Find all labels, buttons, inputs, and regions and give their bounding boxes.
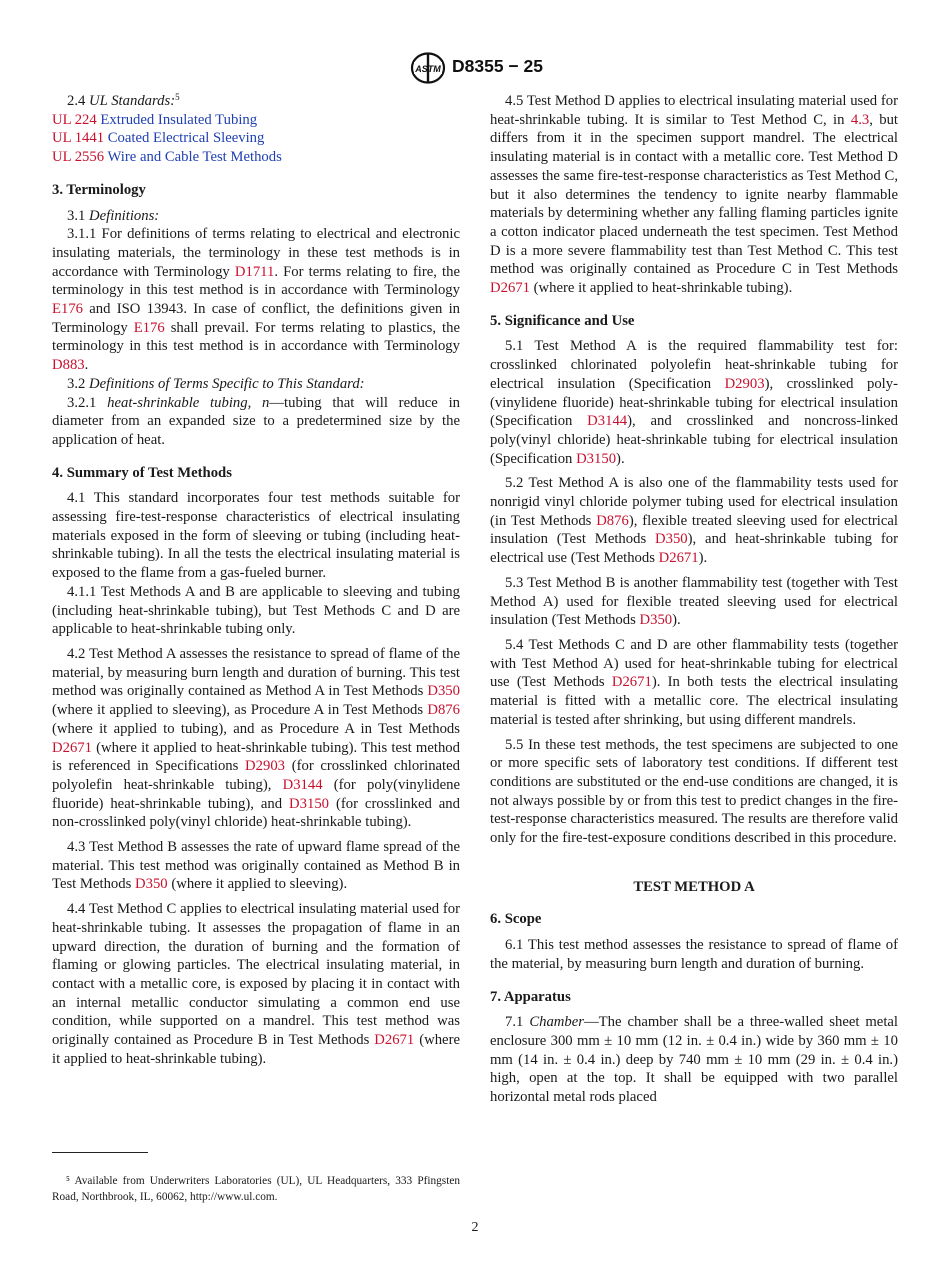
paragraph-4-4: 4.4 Test Method C applies to electrical insulating material used for heat-shrinkable tubing. It assesses the propagation of flame in an upward direction, the duration of burning and the formation of flaming or glowing particles. The electrical insulating material, in contact with a metallic core, is exposed by placing it in contact with an internal metallic conductor simulating a common end use condition, while supported on a mandrel. This test method was originally contained as Procedure B in Test Methods D2671 (where it applied to heat-shrinkable tubing). [52, 901, 460, 1067]
section-3-2-heading: 3.2 Definitions of Terms Specific to This Standard: [67, 375, 365, 392]
ref-link[interactable]: D2903 [724, 375, 765, 392]
logo-text: ASTM [415, 64, 441, 74]
paragraph-6-1: 6.1 This test method assesses the resistance to spread of flame of the material, by measuring burn length and duration of burning. [490, 937, 898, 972]
paragraph-5-4: 5.4 Test Methods C and D are other flammability tests (together with Test Method A) used for heat-shrinkable tubing for electrical use (Test Methods D2671). In both tests the electrical insulating material is fitted with a metallic core. The electrical insulating material is tested after shrinking, but using different mandrels. [490, 636, 898, 728]
section-3-heading: 3. Terminology [52, 181, 146, 198]
ref-link[interactable]: E176 [133, 319, 165, 336]
section-2-4-heading: 2.4 UL Standards:$^5$ [67, 92, 180, 109]
ref-link[interactable]: D2671 [658, 550, 699, 567]
ref-link[interactable]: D2671 [52, 739, 92, 756]
ref-link[interactable]: D3150 [289, 795, 330, 812]
ref-link[interactable]: D1711 [234, 263, 275, 280]
section-5-heading: 5. Significance and Use [490, 312, 635, 329]
ref-link[interactable]: D2903 [245, 758, 286, 775]
test-method-a-heading: TEST METHOD A [633, 878, 755, 895]
footnote-divider [52, 1152, 148, 1153]
footnote-5: ⁵ Available from Underwriters Laboratories (UL), UL Headquarters, 333 Pfingsten Road, Northbrook, IL, 60062, http://www.ul.com. [52, 1175, 460, 1204]
page-header [0, 52, 950, 86]
ref-link[interactable]: D3144 [282, 776, 323, 793]
paragraph-7-1: 7.1 Chamber—The chamber shall be a three-walled sheet metal enclosure 300 mm ± 10 mm (12 in. ± 0.4 in.) wide by 360 mm ± 10 mm (14 in. ± 0.4 in.) deep by 740 mm ± 10 mm (29 in. ± 0.4 in.) high, open at the top. It shall be equipped with two parallel horizontal metal rods placed [490, 1014, 899, 1106]
ref-link[interactable]: D350 [135, 876, 168, 893]
ref-link[interactable]: E176 [52, 301, 84, 318]
paragraph-3-2-1: 3.2.1 heat-shrinkable tubing, n—tubing that will reduce in diameter from an expanded size to a predetermined size by the application of heat. [52, 394, 460, 448]
paragraph-4-3: 4.3 Test Method B assesses the rate of upward flame spread of the material. This test method was originally contained as Method B in Test Methods D350 (where it applied to sleeving). [52, 839, 460, 893]
section-4-heading: 4. Summary of Test Methods [52, 464, 232, 481]
standard-designation: D8355 − 25 [452, 56, 543, 76]
paragraph-5-3: 5.3 Test Method B is another flammability test (together with Test Method A) used for flexible treated sleeving used for electrical insulation (Test Methods D350). [490, 574, 898, 629]
ref-link[interactable]: D876 [596, 512, 629, 529]
section-7-heading: 7. Apparatus [490, 988, 571, 1005]
ref-link[interactable]: D883 [52, 357, 85, 374]
left-column [52, 92, 460, 1068]
section-3-1-heading: 3.1 Definitions: [67, 207, 160, 224]
right-column [490, 92, 898, 1107]
paragraph-5-1: 5.1 Test Method A is the required flammability test for: crosslinked chlorinated polyolefin heat-shrinkable tubing for electrical insulation (Specification D2903), crosslinked poly-(vinylidene fluoride) heat-shrinkable tubing for electrical insulation (Specification D3144), and crosslinked and noncross-linked poly(vinyl chloride) heat-shrinkable tubing for electrical insulation (Specification D3150). [490, 338, 898, 467]
ref-link[interactable]: D3150 [576, 450, 617, 467]
ul-standard-item[interactable]: UL 224 Extruded Insulated Tubing [52, 111, 258, 128]
ref-link[interactable]: D2671 [374, 1032, 415, 1049]
ul-standard-item[interactable]: UL 2556 Wire and Cable Test Methods [52, 149, 282, 166]
ul-standard-item[interactable]: UL 1441 Coated Electrical Sleeving [52, 130, 265, 147]
paragraph-5-5: 5.5 In these test methods, the test specimens are subjected to one or more specific sets of laboratory test conditions. If different test conditions are substituted or the end-use conditions are changed, it is not always possible by or from this test to predict changes in the fire-test-response characteristics measured. The results are therefore valid only for the fire-test-exposure conditions described in this procedure. [490, 736, 898, 847]
ref-link[interactable]: 4.3 [850, 111, 870, 128]
ref-link[interactable]: D876 [427, 702, 460, 719]
astm-logo-icon [410, 52, 446, 84]
ref-link[interactable]: D350 [639, 612, 673, 629]
page-number: 2 [471, 1220, 479, 1235]
paragraph-4-1: 4.1 This standard incorporates four test methods suitable for assessing fire-test-response characteristics of electrical insulating materials exposed in the form of sleeving or tubing (including heat-shrinkable tubing). In all the tests the electrical insulating material is exposed to the flame from a gas-fueled burner. [52, 490, 460, 582]
ref-link[interactable]: D350 [427, 683, 460, 700]
paragraph-5-2: 5.2 Test Method A is also one of the flammability tests used for nonrigid vinyl chloride polymer tubing used for electrical insulation (in Test Methods D876), flexible treated sleeving used for electrical insulation (Test Methods D350), and heat-shrinkable tubing for electrical use (Test Methods D2671). [490, 475, 898, 567]
paragraph-4-2: 4.2 Test Method A assesses the resistance to spread of flame of the material, by measuring burn length and duration of burning. This test method was originally contained as Method A in Test Methods D350 (where it applied to sleeving), as Procedure A in Test Methods D876 (where it applied to tubing), and as Procedure A in Test Methods D2671 (where it applied to heat-shrinkable tubing). This test method is referenced in Specifications D2903 (for crosslinked chlorinated polyolefin heat-shrinkable tubing), D3144 (for poly(vinylidene fluoride) heat-shrinkable tubing), and D3150 (for crosslinked and non-crosslinked poly(vinyl chloride) heat-shrinkable tubing). [52, 645, 460, 831]
section-6-heading: 6. Scope [490, 911, 542, 928]
paragraph-3-1-1: 3.1.1 For definitions of terms relating to electrical and electronic insulating materials, the terminology in these test methods is in accordance with Terminology D1711. For terms relating to fire, the terminology in this test method is in accordance with Terminology E176 and ISO 13943. In case of conflict, the definitions given in Terminology E176 shall prevail. For terms relating to plastics, the terminology in this test method is in accordance with Terminology D883. [52, 226, 460, 374]
ref-link[interactable]: D2671 [490, 280, 530, 297]
paragraph-4-1-1: 4.1.1 Test Methods A and B are applicable to sleeving and tubing (including heat-shrinkable tubing), but Test Methods C and D are applicable to heat-shrinkable tubing only. [52, 583, 460, 638]
ref-link[interactable]: D2671 [611, 674, 652, 691]
ref-link[interactable]: D3144 [587, 413, 628, 430]
paragraph-4-5: 4.5 Test Method D applies to electrical insulating material used for heat-shrinkable tubing. It is similar to Test Method C, in 4.3, but differs from it in the specimen support mandrel. The electrical insulating material is in contact with a metallic core. Test Method D assesses the same fire-test-response characteristics as Test Method C, but it also determines the tendency to ignite nearby flammable materials by determining whether any falling flaming particles ignite a cotton indicator placed underneath the test specimen. Test Method D is a more severe flammability test than Test Method C. This test method was originally contained as Procedure C in Test Methods D2671 (where it applied to heat-shrinkable tubing). [490, 93, 898, 297]
ref-link[interactable]: D350 [655, 531, 688, 548]
